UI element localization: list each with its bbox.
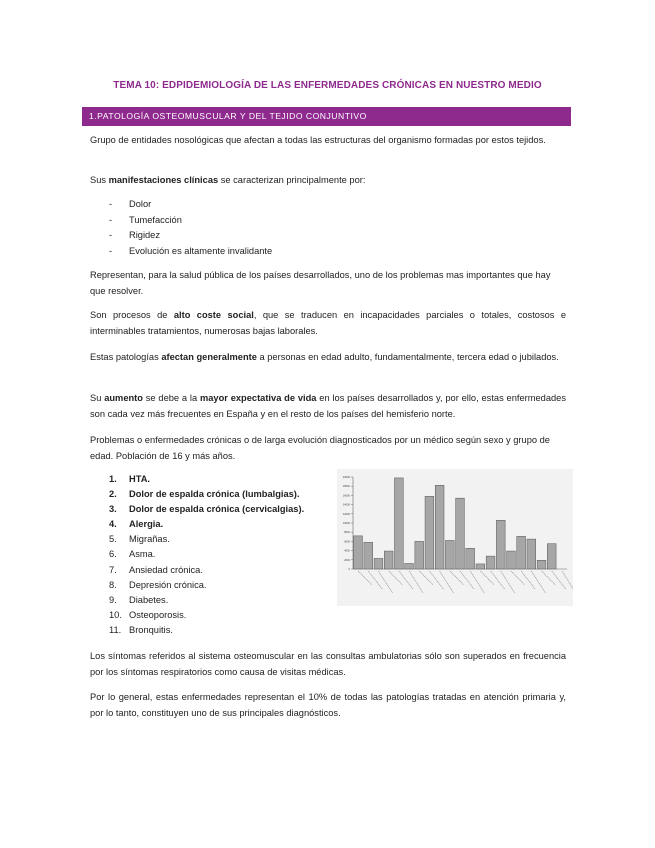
list-item (109, 608, 304, 623)
bar (374, 558, 383, 569)
bar (486, 556, 495, 569)
list-number: 9. (109, 594, 117, 605)
general-paragraph: Por lo general, estas enfermedades representan el 10% de todas las patologías tratadas en atención primaria y, por lo tanto, constituyen uno de sus principales diagnósticos. (90, 692, 566, 718)
cost-post: , que se traducen en incapacidades parciales o totales, costosos e interminables tratamientos, numerosas bajas laborales. (90, 310, 567, 336)
list-label: Diabetes. (129, 594, 169, 605)
bar (507, 551, 516, 569)
section-heading: 1.PATOLOGÍA OSTEOMUSCULAR Y DEL TEJIDO CONJUNTIVO (82, 107, 571, 126)
prevalence-bar-chart (337, 469, 573, 606)
public-health-paragraph: Representan, para la salud pública de los países desarrollados, uno de los problemas mas importantes que hay que resolver. (90, 270, 551, 296)
manifestations-pre: Sus (90, 175, 109, 185)
manifestations-post: se caracterizan principalmente por: (218, 175, 366, 185)
increase-bold-2: mayor expectativa de vida (199, 393, 317, 403)
bar (537, 560, 546, 569)
x-category-label-mark (429, 571, 443, 589)
list-number: 1. (109, 474, 117, 484)
list-item (109, 563, 304, 578)
affect-paragraph (90, 349, 566, 365)
y-tick-label: 14000 (342, 503, 350, 507)
x-category-label-mark (368, 571, 382, 589)
symptom-label: Dolor (129, 199, 152, 209)
bar (496, 520, 505, 569)
list-number: 7. (109, 564, 117, 575)
cost-paragraph (90, 307, 566, 339)
symptom-label: Evolución es altamente invalidante (129, 245, 273, 256)
x-category-label-mark (531, 571, 545, 593)
consults-paragraph: Los síntomas referidos al sistema osteomuscular en las consultas ambulatorias sólo son superados en frecuencia por los síntomas respiratorios como causa de visitas médicas. (90, 651, 566, 677)
list-item (109, 623, 304, 638)
x-category-label-mark (399, 571, 413, 589)
y-tick-label: 0 (348, 568, 350, 571)
symptom-label: Rigidez (129, 230, 161, 240)
bar (354, 536, 363, 569)
x-category-label-mark (521, 571, 535, 589)
bar (517, 536, 526, 569)
list-label: Ansiedad crónica. (129, 564, 203, 575)
list-label: Bronquitis. (129, 624, 173, 635)
bar (405, 563, 414, 569)
list-number: 11. (109, 624, 122, 635)
increase-paragraph (90, 390, 566, 422)
bar (466, 548, 475, 569)
list-number: 5. (109, 534, 117, 545)
intro-paragraph: Grupo de entidades nosológicas que afectan a todas las estructuras del organismo formadas por estos tejidos. (90, 135, 546, 145)
list-number: 3. (109, 504, 117, 515)
symptom-label: Tumefacción (129, 214, 182, 225)
document-title: TEMA 10: EDPIDEMIOLOGÍA DE LAS ENFERMEDADES CRÓNICAS EN NUESTRO MEDIO (113, 80, 542, 91)
y-tick-label: 12000 (342, 512, 350, 516)
manifestations-bold: manifestaciones clínicas (108, 175, 219, 185)
increase-bold-1: aumento (104, 393, 143, 403)
x-category-label-mark (460, 571, 474, 589)
list-label: Osteoporosis. (129, 609, 187, 620)
y-tick-label: 8000 (344, 531, 350, 535)
x-category-label-mark (501, 571, 515, 593)
bar (445, 540, 454, 569)
list-item: - Dolor (109, 197, 272, 213)
y-tick-label: 18000 (342, 485, 350, 489)
affect-post: a personas en edad adulto, fundamentalmente, tercera edad o jubilados. (256, 352, 559, 362)
cost-pre: Son procesos de (90, 310, 174, 320)
cost-bold: alto coste social (173, 310, 254, 320)
increase-post: en los países desarrollados y, por ello, estas enfermedades son cada vez más frecuentes en España y en el resto de los países del hemisferio norte. (90, 393, 566, 419)
problems-paragraph: Problemas o enfermedades crónicas o de larga evolución diagnosticados por un médico según sexo y grupo de edad. Población de 16 y más años. (90, 435, 550, 461)
list-number: 4. (109, 519, 117, 530)
x-category-label-mark (552, 571, 566, 589)
list-label: Dolor de espalda crónica (lumbalgias). (129, 489, 300, 500)
bar-chart-svg (337, 469, 573, 606)
list-item: - Evolución es altamente invalidante (109, 244, 272, 260)
bar (456, 498, 465, 569)
bar (547, 544, 556, 569)
list-label: HTA. (129, 474, 150, 484)
x-category-label-mark (491, 571, 505, 589)
bar (425, 496, 434, 569)
bar (394, 478, 403, 569)
affect-pre: Estas patologías (90, 352, 162, 362)
list-label: Asma. (129, 549, 156, 560)
list-number: 8. (109, 579, 117, 590)
list-item: - Rigidez (109, 228, 272, 244)
list-number: 10. (109, 609, 122, 620)
list-label: Alergia. (129, 519, 164, 530)
x-category-label-mark (440, 571, 454, 593)
manifestations-paragraph (90, 172, 566, 188)
bar (527, 539, 536, 569)
list-item (109, 502, 304, 517)
list-item (109, 517, 304, 532)
list-number: 2. (109, 489, 117, 500)
list-item (109, 578, 304, 593)
increase-mid: se debe a la (142, 393, 200, 403)
list-item: - Tumefacción (109, 213, 272, 229)
list-item (109, 472, 304, 487)
bar (384, 551, 393, 569)
increase-pre: Su (90, 393, 105, 403)
y-tick-label: 2000 (344, 558, 350, 562)
bar (415, 541, 424, 569)
symptom-list (109, 197, 272, 259)
list-item (109, 532, 304, 547)
bar (476, 564, 485, 569)
list-label: Dolor de espalda crónica (cervicalgias). (129, 504, 305, 515)
y-tick-label: 6000 (344, 540, 350, 544)
x-category-label-mark (378, 571, 392, 593)
list-item (109, 593, 304, 608)
list-item (109, 547, 304, 562)
list-item (109, 487, 304, 502)
bar (364, 542, 373, 569)
affect-bold: afectan generalmente (161, 352, 257, 362)
list-label: Migrañas. (129, 534, 170, 545)
y-tick-label: 20000 (342, 476, 350, 479)
x-category-label-mark (409, 571, 423, 593)
bar (435, 485, 444, 569)
ranked-disease-list (109, 472, 304, 638)
x-category-label-mark (470, 571, 484, 593)
list-number: 6. (109, 549, 117, 560)
y-tick-label: 16000 (342, 494, 350, 498)
y-tick-label: 4000 (344, 549, 350, 553)
list-label: Depresión crónica. (129, 579, 207, 590)
y-tick-label: 10000 (342, 522, 350, 525)
x-category-label-mark (562, 571, 573, 593)
